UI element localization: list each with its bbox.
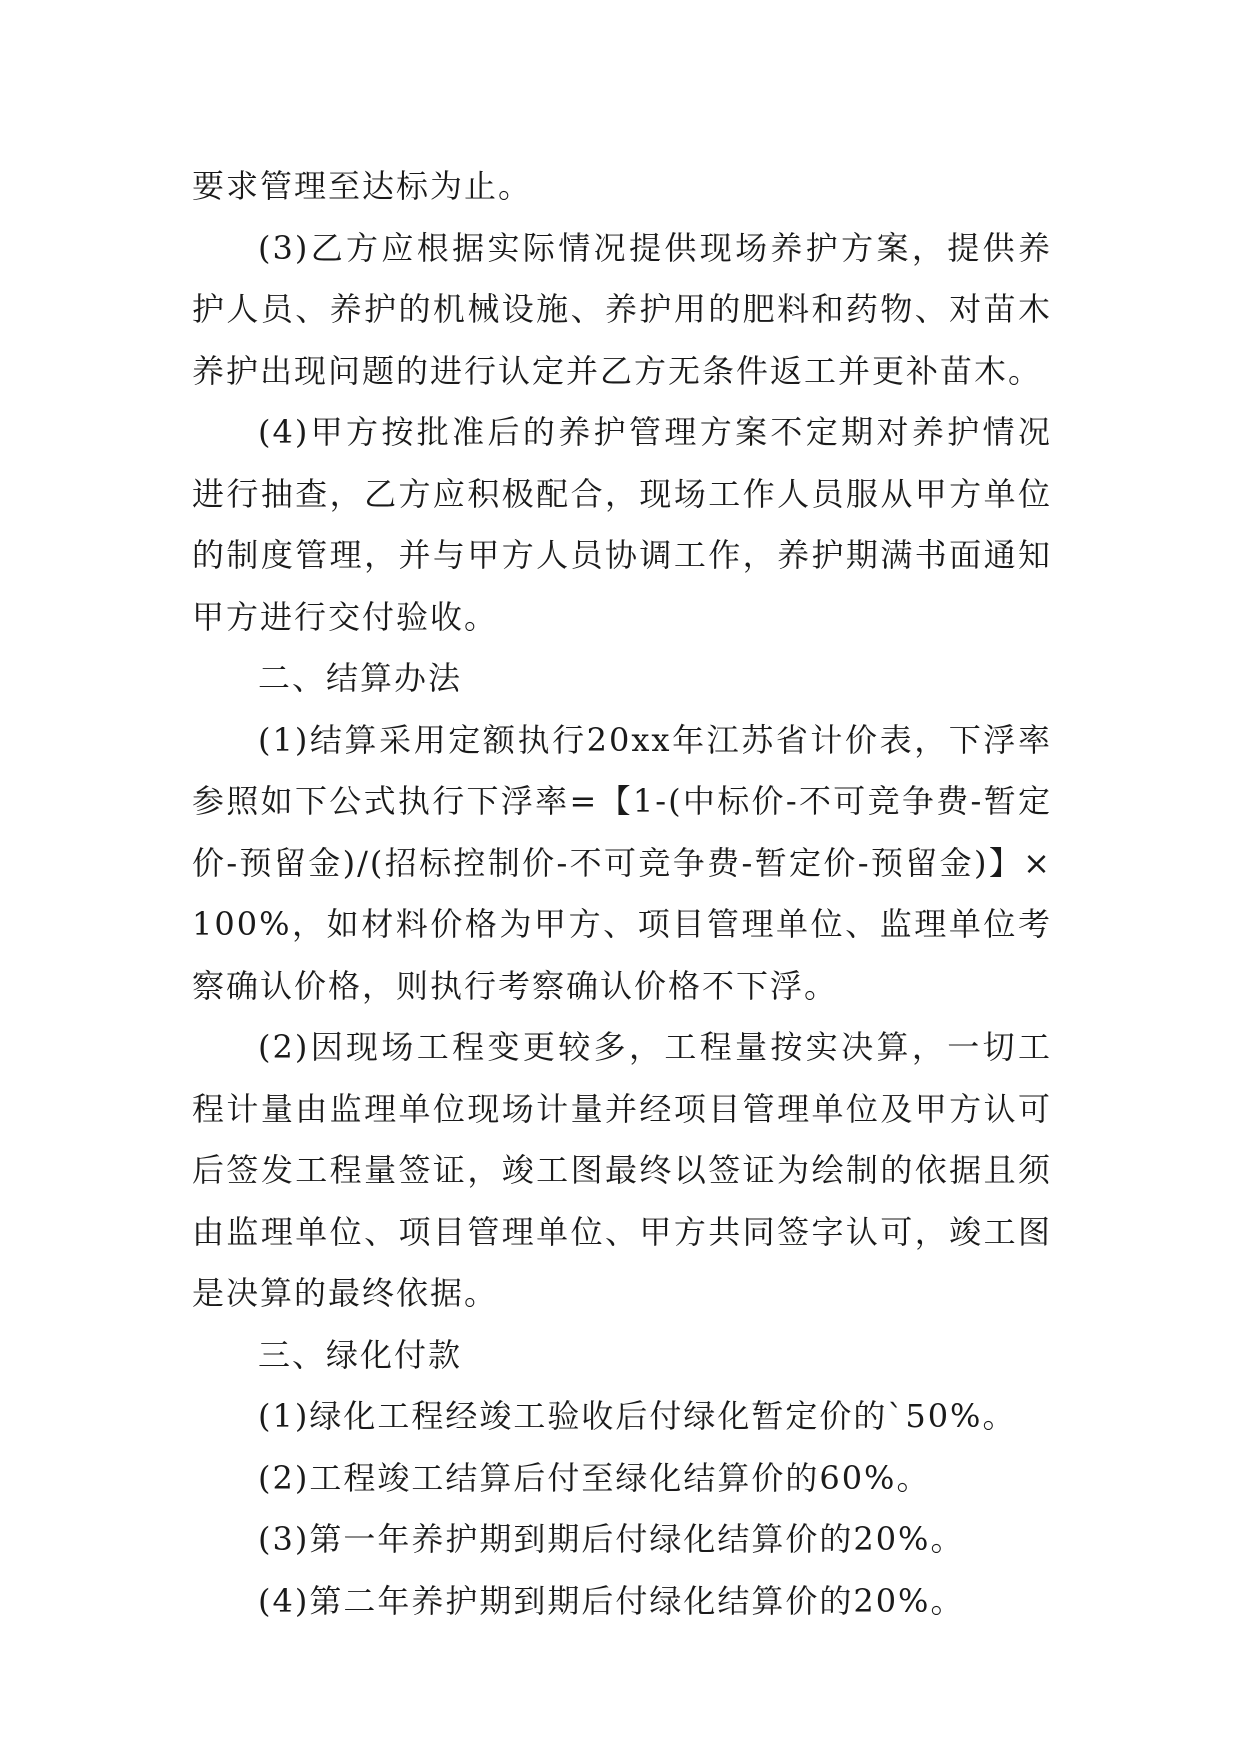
paragraph-clause-4-inspection: (4)甲方按批准后的养护管理方案不定期对养护情况进行抽查，乙方应积极配合，现场工作人员服从甲方单位的制度管理，并与甲方人员协调工作，养护期满书面通知甲方进行交付验收。 — [192, 413, 1052, 636]
paragraph-clause-3-maintenance-plan: (3)乙方应根据实际情况提供现场养护方案，提供养护人员、养护的机械设施、养护用的肥料和药物、对苗木养护出现问题的进行认定并乙方无条件返工并更补苗木。 — [192, 228, 1052, 390]
paragraph-payment-3: (3)第一年养护期到期后付绿化结算价的20%。 — [258, 1520, 965, 1558]
paragraph-settlement-1: (1)结算采用定额执行20xx年江苏省计价表，下浮率参照如下公式执行下浮率=【1-(中标价-不可竞争费-暂定价-预留金)/(招标控制价-不可竞争费-暂定价-预留金)】×100%，如材料价格为甲方、项目管理单位、监理单位考察确认价格，则执行考察确认价格不下浮。 — [192, 720, 1052, 1005]
paragraph-continuation: 要求管理至达标为止。 — [192, 167, 533, 205]
section-heading-settlement: 二、结算办法 — [258, 659, 463, 697]
paragraph-payment-2: (2)工程竣工结算后付至绿化结算价的60%。 — [258, 1458, 931, 1497]
section-heading-payment: 三、绿化付款 — [258, 1335, 463, 1374]
paragraph-payment-4: (4)第二年养护期到期后付绿化结算价的20%。 — [258, 1581, 965, 1620]
paragraph-payment-1: (1)绿化工程经竣工验收后付绿化暂定价的`50%。 — [258, 1397, 1017, 1435]
paragraph-settlement-2: (2)因现场工程变更较多，工程量按实决算，一切工程计量由监理单位现场计量并经项目管理单位及甲方认可后签发工程量签证，竣工图最终以签证为绘制的依据且须由监理单位、项目管理单位、甲方共同签字认可，竣工图是决算的最终依据。 — [192, 1028, 1052, 1312]
document-body — [192, 156, 1052, 1632]
